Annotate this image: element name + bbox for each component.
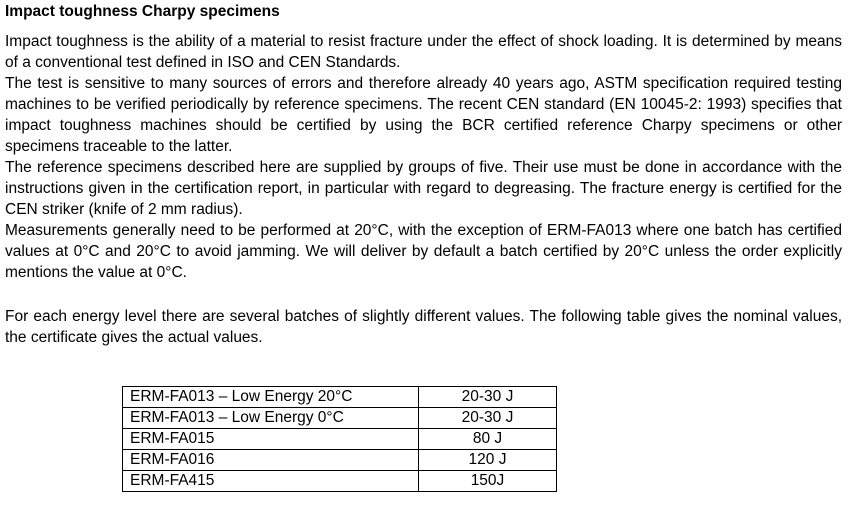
energy-value-cell: 80 J — [419, 429, 557, 450]
nominal-values-table — [122, 386, 557, 492]
table-row — [123, 450, 557, 471]
document-title: Impact toughness Charpy specimens — [5, 3, 280, 20]
specimen-name-cell: ERM-FA013 – Low Energy 20°C — [123, 387, 419, 408]
paragraph-reference-specimens: The reference specimens described here are supplied by groups of five. Their use must be done in accordance with the instructions given in the certification report, in particular with regard to degreasing. The fracture energy is certified for the CEN striker (knife of 2 mm radius). — [5, 159, 842, 218]
specimen-name-cell: ERM-FA016 — [123, 450, 419, 471]
energy-value-cell: 20-30 J — [419, 387, 557, 408]
table-row — [123, 408, 557, 429]
table-row — [123, 471, 557, 492]
table-row — [123, 387, 557, 408]
specimen-name-cell: ERM-FA013 – Low Energy 0°C — [123, 408, 419, 429]
specimen-name-cell: ERM-FA415 — [123, 471, 419, 492]
specimen-name-cell: ERM-FA015 — [123, 429, 419, 450]
energy-value-cell: 150J — [419, 471, 557, 492]
paragraph-test-sensitivity: The test is sensitive to many sources of errors and therefore already 40 years ago, ASTM specification required testing machines to be verified periodically by reference specimens. The recent CEN standard (EN 10045-2: 1993) specifies that impact toughness machines should be certified by using the BCR certified reference Charpy specimens or other specimens traceable to the latter. — [5, 75, 842, 155]
paragraph-measurement-temperature: Measurements generally need to be performed at 20°C, with the exception of ERM-FA013 where one batch has certified values at 0°C and 20°C to avoid jamming. We will deliver by default a batch certified by 20°C unless the order explicitly mentions the value at 0°C. — [5, 222, 842, 281]
table-row — [123, 429, 557, 450]
paragraph-table-intro: For each energy level there are several batches of slightly different values. The following table gives the nominal values, the certificate gives the actual values. — [5, 308, 842, 346]
paragraph-spacer — [5, 283, 842, 306]
paragraph-definition: Impact toughness is the ability of a material to resist fracture under the effect of shock loading. It is determined by means of a conventional test defined in ISO and CEN Standards. — [5, 33, 842, 71]
document-page — [5, 0, 842, 348]
energy-value-cell: 120 J — [419, 450, 557, 471]
energy-value-cell: 20-30 J — [419, 408, 557, 429]
